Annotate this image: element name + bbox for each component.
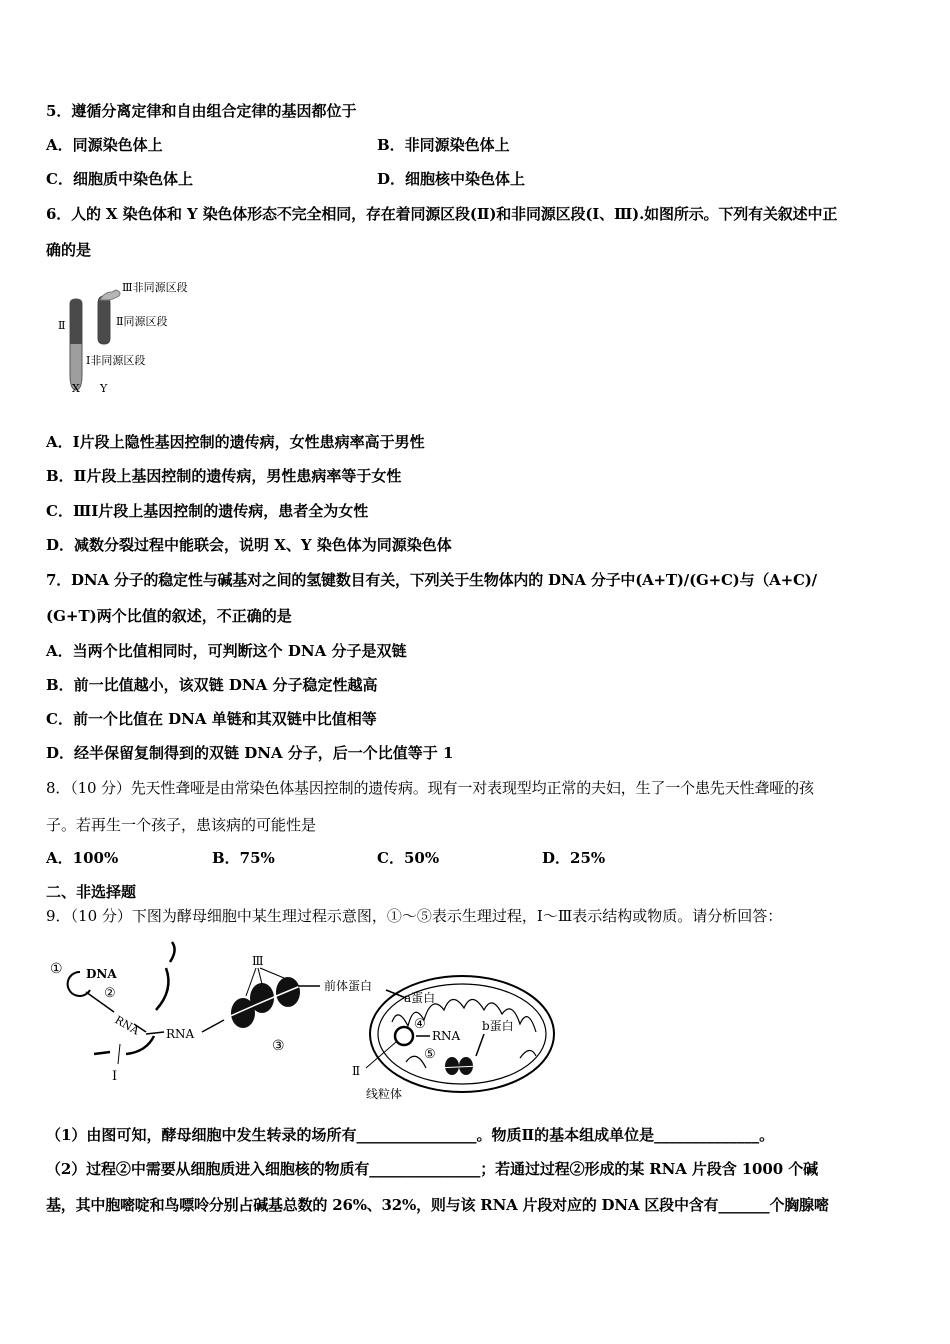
- structure-ii-label: Ⅱ: [352, 1064, 361, 1078]
- q7-option-b: B．前一比值越小，该双链 DNA 分子稳定性越高: [46, 676, 378, 694]
- y-nonhomologous-region: [100, 290, 120, 300]
- q8-option-b: B．75%: [212, 849, 275, 867]
- q6-stem-line2: 确的是: [46, 241, 92, 259]
- q9-part1: （1）由图可知，酵母细胞中发生转录的场所有________________。物质Ⅱ的基本组成单位是______________。: [46, 1126, 775, 1144]
- q8-option-d: D．25%: [542, 849, 606, 867]
- q7-option-d: D．经半保留复制得到的双链 DNA 分子，后一个比值等于 1: [46, 744, 454, 762]
- q9-stem: 9．（10 分）下图为酵母细胞中某生理过程示意图，①～⑤表示生理过程，Ⅰ～Ⅲ表示结构或物质。请分析回答：: [46, 907, 783, 925]
- mito-dna-ring: [395, 1027, 413, 1045]
- q5-option-c: C．细胞质中染色体上: [46, 170, 193, 188]
- mitochondrion-outer: [370, 976, 554, 1092]
- label-x: X: [72, 382, 80, 395]
- mitochondrion-label: 线粒体: [366, 1087, 403, 1100]
- q8-stem-line1: 8．（10 分）先天性聋哑是由常染色体基因控制的遗传病。现有一对表现型均正常的夫妇，生了一个患先天性聋哑的孩: [46, 779, 814, 797]
- q8-option-c: C．50%: [377, 849, 440, 867]
- process-2-label: ②: [104, 986, 116, 1001]
- q7-stem-line2: (G+T)两个比值的叙述，不正确的是: [46, 607, 292, 625]
- q6-option-b: B．Ⅱ片段上基因控制的遗传病，男性患病率等于女性: [46, 467, 402, 485]
- q7-option-c: C．前一个比值在 DNA 单链和其双链中比值相等: [46, 710, 377, 728]
- label-y: Y: [100, 382, 108, 395]
- q5-option-a: A．同源染色体上: [46, 136, 163, 154]
- q6-option-d: D．减数分裂过程中能联会，说明 X、Y 染色体为同源染色体: [46, 536, 452, 554]
- q6-option-a: A．Ⅰ片段上隐性基因控制的遗传病，女性患病率高于男性: [46, 433, 425, 451]
- q7-stem-line1: 7．DNA 分子的稳定性与碱基对之间的氢键数目有关，下列关于生物体内的 DNA 分子中(A+T)/(G+C)与（A+C)/: [46, 571, 817, 589]
- q8-option-a: A．100%: [46, 849, 119, 867]
- rna-label-2: RNA: [166, 1027, 195, 1041]
- label-iii-region: Ⅲ非同源区段: [122, 281, 188, 294]
- label-ii-region: Ⅱ同源区段: [116, 315, 168, 328]
- q9-part2: （2）过程②中需要从细胞质进入细胞核的物质有_______________；若通过过程②形成的某 RNA 片段含 1000 个碱: [46, 1160, 818, 1178]
- precursor-protein-label: 前体蛋白: [324, 979, 373, 993]
- x-homologous-region: [70, 299, 82, 344]
- q7-option-a: A．当两个比值相同时，可判断这个 DNA 分子是双链: [46, 642, 407, 660]
- q5-option-d: D．细胞核中染色体上: [377, 170, 526, 188]
- structure-i-label: Ⅰ: [112, 1069, 118, 1084]
- xy-chromosome-figure: [52, 274, 212, 399]
- q6-option-c: C．ⅢⅠ片段上基因控制的遗传病，患者全为女性: [46, 502, 369, 520]
- q9-part3: 基，其中胞嘧啶和鸟嘌呤分别占碱基总数的 26%、32%，则与该 RNA 片段对应的 DNA 区段中含有_______个胸腺嘧: [46, 1196, 829, 1214]
- section-heading: 二、非选择题: [46, 883, 137, 901]
- rna-label-1: RNA: [112, 1013, 142, 1038]
- yeast-cell-process-figure: [46, 940, 556, 1100]
- label-ii-left: Ⅱ: [58, 319, 66, 332]
- dna-label: DNA: [86, 967, 117, 981]
- process-5-label: ⑤: [424, 1047, 436, 1062]
- q5-option-b: B．非同源染色体上: [377, 136, 510, 154]
- rna-label-3: RNA: [432, 1029, 461, 1043]
- protein-a-label: a蛋白: [404, 991, 436, 1005]
- q5-stem: 5．遵循分离定律和自由组合定律的基因都位于: [46, 102, 357, 120]
- label-i-region: Ⅰ非同源区段: [86, 354, 146, 367]
- process-1-label: ①: [50, 961, 63, 977]
- q8-stem-line2: 子。若再生一个孩子，患该病的可能性是: [46, 816, 317, 834]
- structure-iii-label: Ⅲ: [252, 954, 264, 968]
- protein-b-label: b蛋白: [482, 1019, 514, 1033]
- process-4-label: ④: [414, 1017, 426, 1032]
- q6-stem-line1: 6．人的 X 染色体和 Y 染色体形态不完全相同，存在着同源区段(Ⅱ)和非同源区段(Ⅰ、Ⅲ).如图所示。下列有关叙述中正: [46, 205, 838, 223]
- process-3-label: ③: [272, 1038, 285, 1054]
- y-chromosome: [98, 296, 110, 344]
